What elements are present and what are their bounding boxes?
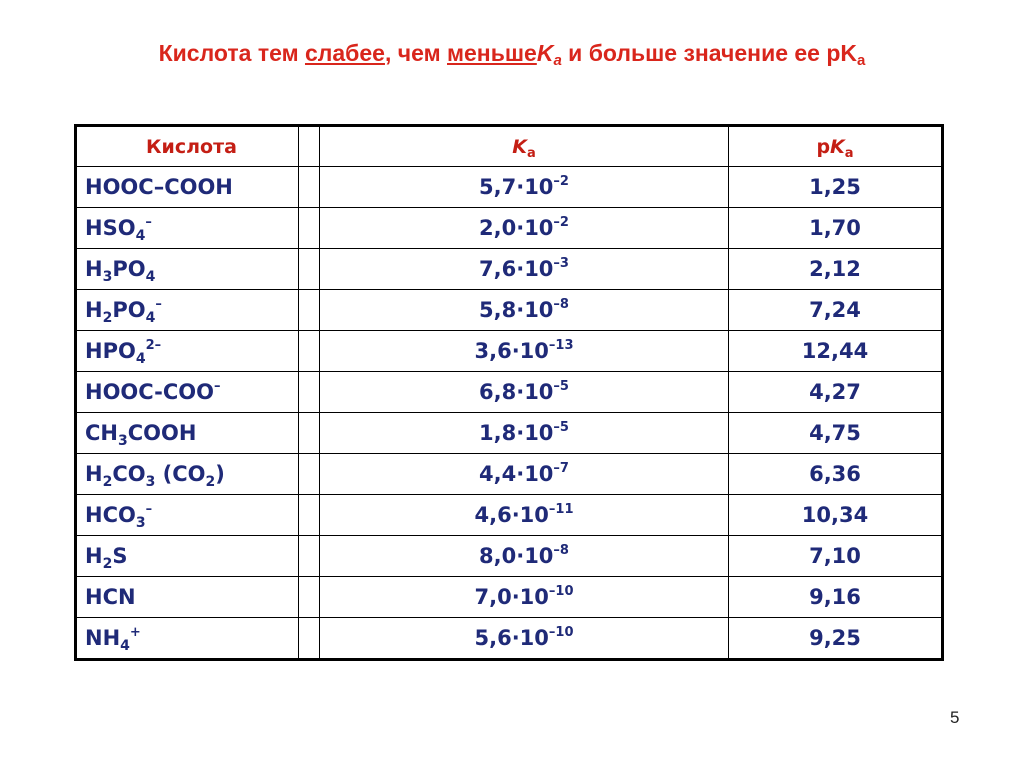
acid-formula: HOOC-COO– bbox=[76, 372, 299, 413]
acid-formula: $H_2CO_3$ $(CO_2)$ bbox=[76, 454, 299, 495]
acid-formula: $CH_3COOH$ bbox=[76, 413, 299, 454]
acid-formula: $HSO_4^-$ bbox=[76, 208, 299, 249]
row-gap-cell bbox=[299, 495, 320, 536]
row-gap-cell bbox=[299, 577, 320, 618]
acid-formula: $NH_4^+$ bbox=[76, 618, 299, 660]
row-gap-cell bbox=[299, 167, 320, 208]
table-row bbox=[76, 331, 943, 372]
row-gap-cell bbox=[299, 208, 320, 249]
pka-value: 2,12 bbox=[729, 249, 943, 290]
table-row bbox=[76, 290, 943, 331]
row-gap-cell bbox=[299, 249, 320, 290]
ka-value: $7,0\cdot 10^{-10}$ bbox=[320, 577, 729, 618]
acid-formula: HCN bbox=[76, 577, 299, 618]
title-part-2: , чем bbox=[384, 40, 447, 66]
table-row bbox=[76, 577, 943, 618]
row-gap-cell bbox=[299, 454, 320, 495]
acid-formula: $H_2S$ bbox=[76, 536, 299, 577]
pka-value: 7,10 bbox=[729, 536, 943, 577]
table-row bbox=[76, 249, 943, 290]
row-gap-cell bbox=[299, 372, 320, 413]
pka-value: 7,24 bbox=[729, 290, 943, 331]
title-pka-sub: a bbox=[857, 52, 866, 69]
table-row bbox=[76, 536, 943, 577]
title-part-3: и больше значение ее pK bbox=[561, 40, 858, 66]
pka-value: 6,36 bbox=[729, 454, 943, 495]
page-number: 5 bbox=[950, 708, 960, 727]
row-gap-cell bbox=[299, 618, 320, 660]
ka-value: $5,7\cdot 10^{-2}$ bbox=[320, 167, 729, 208]
ka-value: $5,8\cdot 10^{-8}$ bbox=[320, 290, 729, 331]
row-gap-cell bbox=[299, 413, 320, 454]
pka-value: 1,25 bbox=[729, 167, 943, 208]
pka-value: 4,27 bbox=[729, 372, 943, 413]
acid-formula: $HPO_4^{2-}$ bbox=[76, 331, 299, 372]
pka-value: 12,44 bbox=[729, 331, 943, 372]
ka-value: $8,0\cdot 10^{-8}$ bbox=[320, 536, 729, 577]
header-ka: $K_a$ bbox=[320, 126, 729, 167]
acid-table bbox=[74, 124, 944, 661]
ka-value: $4,4\cdot 10^{-7}$ bbox=[320, 454, 729, 495]
ka-value: $7,6\cdot 10^{-3}$ bbox=[320, 249, 729, 290]
ka-value: $3,6\cdot 10^{-13}$ bbox=[320, 331, 729, 372]
acid-formula: $HCO_3^-$ bbox=[76, 495, 299, 536]
acid-formula: $H_2PO_4^-$ bbox=[76, 290, 299, 331]
table-row bbox=[76, 618, 943, 660]
table-row bbox=[76, 495, 943, 536]
pka-value: 9,16 bbox=[729, 577, 943, 618]
row-gap-cell bbox=[299, 290, 320, 331]
pka-value: 10,34 bbox=[729, 495, 943, 536]
title-smaller: меньше bbox=[447, 40, 537, 66]
ka-value: $5,6\cdot 10^{-10}$ bbox=[320, 618, 729, 660]
ka-value: $1,8\cdot 10^{-5}$ bbox=[320, 413, 729, 454]
pka-value: 1,70 bbox=[729, 208, 943, 249]
table-row bbox=[76, 208, 943, 249]
row-gap-cell bbox=[299, 536, 320, 577]
pka-value: 9,25 bbox=[729, 618, 943, 660]
slide-title bbox=[0, 38, 1024, 68]
title-part-1: Кислота тем bbox=[158, 40, 305, 66]
table-row bbox=[76, 413, 943, 454]
title-ka-symbol: $K_a$ bbox=[536, 40, 562, 69]
row-gap-cell bbox=[299, 331, 320, 372]
table-row bbox=[76, 372, 943, 413]
ka-value: $4,6\cdot 10^{-11}$ bbox=[320, 495, 729, 536]
ka-value: $2,0\cdot 10^{-2}$ bbox=[320, 208, 729, 249]
table-row bbox=[76, 454, 943, 495]
header-gap bbox=[299, 126, 320, 167]
table-header-row bbox=[76, 126, 943, 167]
table-row bbox=[76, 167, 943, 208]
acid-formula: HOOC–COOH bbox=[76, 167, 299, 208]
header-pka: $pK_a$ bbox=[729, 126, 943, 167]
acid-formula: $H_3PO_4$ bbox=[76, 249, 299, 290]
title-weaker: слабее bbox=[304, 40, 385, 66]
pka-value: 4,75 bbox=[729, 413, 943, 454]
ka-value: $6,8\cdot 10^{-5}$ bbox=[320, 372, 729, 413]
header-acid: Кислота bbox=[76, 126, 299, 167]
